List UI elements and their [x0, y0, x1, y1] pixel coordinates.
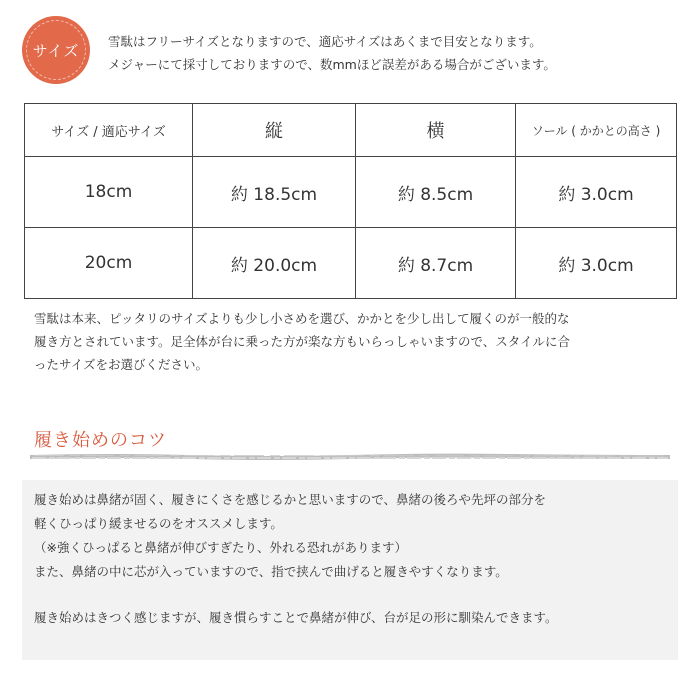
table-row: [25, 157, 677, 228]
cell-width: 約 8.7cm: [356, 228, 516, 299]
header-size: サイズ / 適応サイズ: [25, 104, 193, 157]
header-length: 縦: [193, 104, 356, 157]
tips-line: 軽くひっぱり緩ませるのをオススメします。: [34, 516, 283, 531]
note-line: 雪駄は本来、ピッタリのサイズよりも少し小さめを選び、かかとを少し出して履くのが一般的な: [34, 311, 570, 326]
cell-width: 約 8.5cm: [356, 157, 516, 228]
size-badge: [24, 18, 88, 82]
size-badge-label: サイズ: [26, 20, 86, 80]
header-sole: ソール ( かかとの高さ ): [516, 104, 677, 157]
tips-line: また、鼻緒の中に芯が入っていますので、指で挟んで曲げると履きやすくなります。: [34, 564, 508, 579]
note-line: ったサイズをお選びください。: [34, 357, 209, 372]
cell-sole: 約 3.0cm: [516, 228, 677, 299]
tips-heading: 履き始めのコツ: [34, 430, 167, 451]
table-row: [25, 228, 677, 299]
cell-size: 18cm: [25, 157, 193, 228]
note-line: 履き方とされています。足全体が台に乗った方が楽な方もいらっしゃいますので、スタイルに合: [34, 334, 571, 349]
brush-divider: [30, 452, 670, 462]
fit-note: [34, 307, 674, 376]
tips-line: 履き始めはきつく感じますが、履き慣らすことで鼻緒が伸び、台が足の形に馴染んできます。: [34, 610, 558, 625]
intro-text: [108, 30, 688, 76]
tips-line: 履き始めは鼻緒が固く、履きにくさを感じるかと思いますので、鼻緒の後ろや先坪の部分を: [34, 492, 547, 507]
cell-sole: 約 3.0cm: [516, 157, 677, 228]
cell-size: 20cm: [25, 228, 193, 299]
tips-box: [22, 480, 678, 660]
intro-line: 雪駄はフリーサイズとなりますので、適応サイズはあくまで目安となります。: [108, 34, 542, 49]
table-header-row: [25, 104, 677, 157]
cell-length: 約 20.0cm: [193, 228, 356, 299]
header-width: 横: [356, 104, 516, 157]
spacer: [34, 584, 678, 606]
tips-line: （※強くひっぱると鼻緒が伸びすぎたり、外れる恐れがあります）: [34, 540, 407, 555]
cell-length: 約 18.5cm: [193, 157, 356, 228]
intro-line: メジャーにて採寸しておりますので、数mmほど誤差がある場合がございます。: [108, 57, 556, 72]
size-table: [24, 103, 677, 299]
